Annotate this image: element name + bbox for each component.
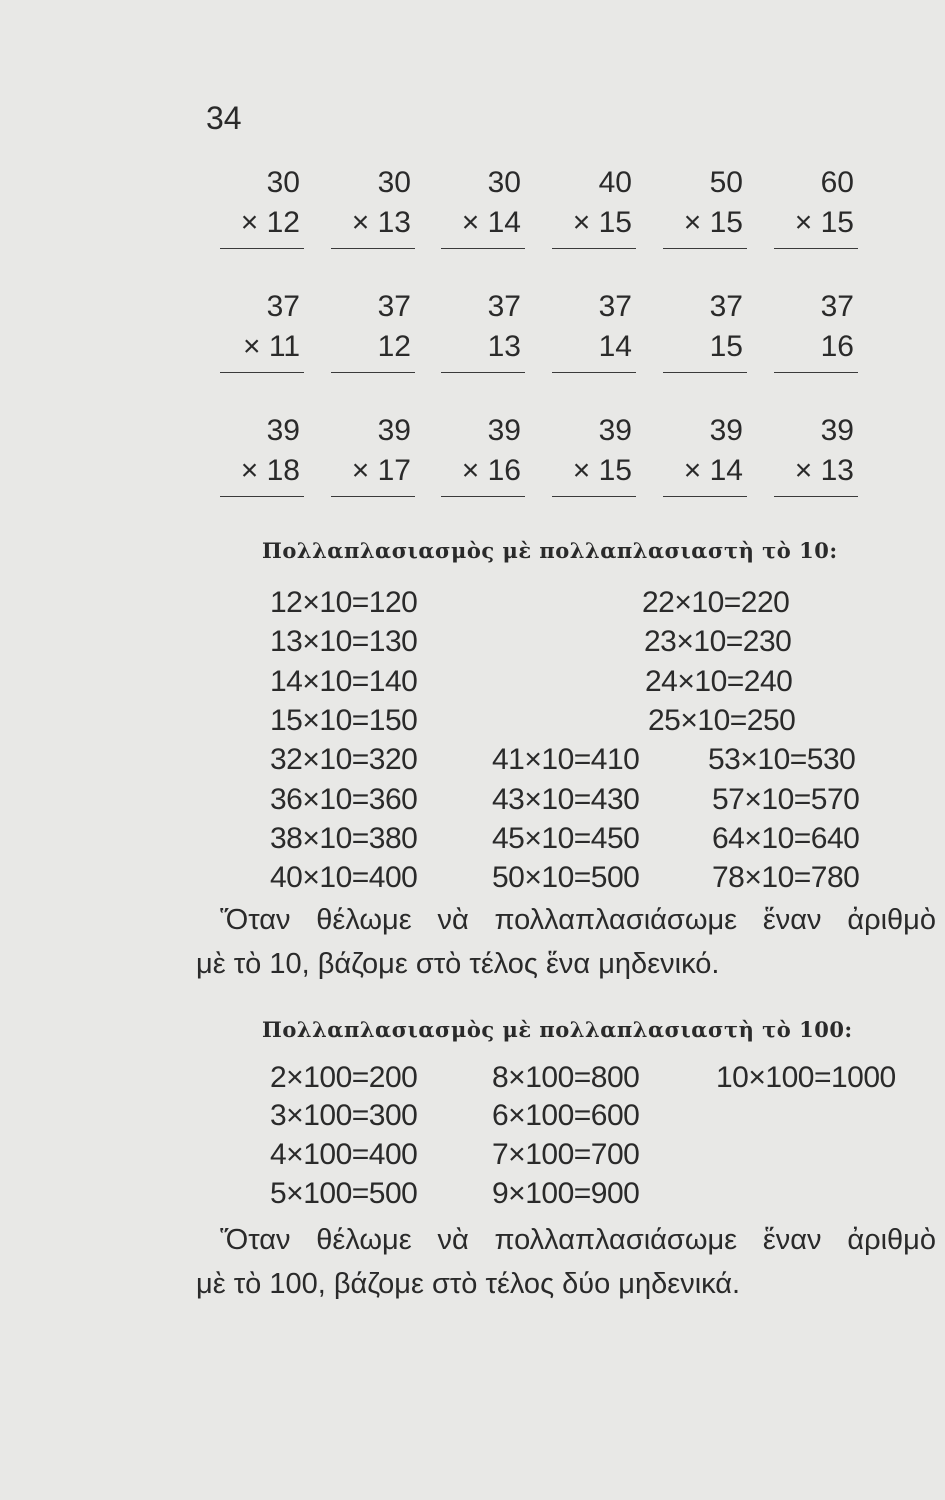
multiplier: × 18 [240, 454, 300, 487]
multiplier: × 15 [572, 454, 632, 487]
multiplicand: 39 [487, 414, 521, 447]
problem [774, 414, 858, 502]
equation: 13×10=130 [270, 625, 418, 658]
multiplier: 14 [598, 330, 632, 363]
equation: 14×10=140 [270, 665, 418, 698]
equation: 78×10=780 [712, 861, 860, 894]
rule-line: μὲ τὸ 100, βάζομε στὸ τέλος δύο μηδενικά. [196, 1268, 741, 1300]
rule-paragraph-times-100 [196, 1218, 936, 1306]
sum-line [774, 372, 858, 373]
problem [552, 166, 636, 254]
rule-line: Ὅταν θέλωμε νὰ πολλαπλασιάσωμε ἕναν ἀριθμὸ [220, 904, 936, 936]
sum-line [552, 496, 636, 497]
equation: 64×10=640 [712, 822, 860, 855]
multiplier: × 17 [351, 454, 411, 487]
problem [663, 290, 747, 378]
equation: 40×10=400 [270, 861, 418, 894]
equation: 15×10=150 [270, 704, 418, 737]
equation: 32×10=320 [270, 743, 418, 776]
sum-line [331, 372, 415, 373]
problem [441, 414, 525, 502]
multiplicand: 37 [598, 290, 632, 323]
multiplier: × 15 [572, 206, 632, 239]
multiplicand: 37 [266, 290, 300, 323]
problem-row-2 [220, 290, 860, 380]
multiplier: × 15 [794, 206, 854, 239]
equation: 3×100=300 [270, 1099, 418, 1132]
equation: 2×100=200 [270, 1061, 418, 1094]
rule-line: Ὅταν θέλωμε νὰ πολλαπλασιάσωμε ἕναν ἀριθμὸ [220, 1224, 936, 1256]
equation: 36×10=360 [270, 783, 418, 816]
multiplicand: 37 [377, 290, 411, 323]
equation: 25×10=250 [648, 704, 796, 737]
multiplicand: 50 [709, 166, 743, 199]
sum-line [663, 372, 747, 373]
multiplier: 13 [487, 330, 521, 363]
multiplicand: 30 [266, 166, 300, 199]
sum-line [774, 496, 858, 497]
sum-line [663, 248, 747, 249]
multiplier: × 16 [461, 454, 521, 487]
problem-row-1 [220, 166, 860, 256]
sum-line [331, 248, 415, 249]
sum-line [220, 372, 304, 373]
sum-line [441, 248, 525, 249]
multiplicand: 39 [598, 414, 632, 447]
equation: 24×10=240 [645, 665, 793, 698]
sum-line [552, 248, 636, 249]
equation: 4×100=400 [270, 1138, 418, 1171]
equation: 45×10=450 [492, 822, 640, 855]
multiplicand: 39 [266, 414, 300, 447]
multiplier: 12 [377, 330, 411, 363]
multiplier: × 13 [351, 206, 411, 239]
equation: 43×10=430 [492, 783, 640, 816]
problem [220, 290, 304, 378]
sum-line [331, 496, 415, 497]
equation: 50×10=500 [492, 861, 640, 894]
multiplier: × 11 [243, 330, 300, 363]
section-heading-times-10: Πολλαπλασιασμὸς μὲ πολλαπλασιαστὴ τὸ 10: [262, 538, 838, 563]
multiplicand: 37 [709, 290, 743, 323]
sum-line [220, 496, 304, 497]
problem [774, 166, 858, 254]
equation: 57×10=570 [712, 783, 860, 816]
multiplier: × 15 [683, 206, 743, 239]
problem [220, 166, 304, 254]
equation: 8×100=800 [492, 1061, 640, 1094]
multiplicand: 37 [487, 290, 521, 323]
equation: 5×100=500 [270, 1177, 418, 1210]
equation: 9×100=900 [492, 1177, 640, 1210]
problem [331, 166, 415, 254]
multiplier: × 13 [794, 454, 854, 487]
multiplier: × 14 [683, 454, 743, 487]
sum-line [441, 496, 525, 497]
multiplier: 15 [709, 330, 743, 363]
page-number: 34 [206, 100, 242, 136]
problem [552, 290, 636, 378]
sum-line [441, 372, 525, 373]
multiplicand: 37 [820, 290, 854, 323]
multiplicand: 60 [820, 166, 854, 199]
multiplier: 16 [820, 330, 854, 363]
multiplicand: 39 [377, 414, 411, 447]
multiplicand: 39 [820, 414, 854, 447]
equation: 23×10=230 [644, 625, 792, 658]
equation: 53×10=530 [708, 743, 856, 776]
rule-line: μὲ τὸ 10, βάζομε στὸ τέλος ἕνα μηδενικό. [196, 948, 720, 980]
equation: 22×10=220 [642, 586, 790, 619]
problem [552, 414, 636, 502]
sum-line [774, 248, 858, 249]
problem [331, 290, 415, 378]
problem [331, 414, 415, 502]
equation: 6×100=600 [492, 1099, 640, 1132]
problem [441, 166, 525, 254]
multiplicand: 30 [487, 166, 521, 199]
equation: 7×100=700 [492, 1138, 640, 1171]
problem [663, 166, 747, 254]
equation: 12×10=120 [270, 586, 418, 619]
sum-line [663, 496, 747, 497]
equation: 38×10=380 [270, 822, 418, 855]
multiplicand: 30 [377, 166, 411, 199]
section-heading-times-100: Πολλαπλασιασμὸς μὲ πολλαπλασιαστὴ τὸ 100: [262, 1017, 853, 1042]
problem [663, 414, 747, 502]
rule-paragraph-times-10 [196, 898, 936, 986]
multiplicand: 39 [709, 414, 743, 447]
problem [774, 290, 858, 378]
multiplier: × 14 [461, 206, 521, 239]
sum-line [552, 372, 636, 373]
problem [441, 290, 525, 378]
equation: 41×10=410 [492, 743, 640, 776]
multiplier: × 12 [240, 206, 300, 239]
equation: 10×100=1000 [716, 1061, 896, 1094]
sum-line [220, 248, 304, 249]
problem [220, 414, 304, 502]
multiplicand: 40 [598, 166, 632, 199]
problem-row-3 [220, 414, 860, 504]
